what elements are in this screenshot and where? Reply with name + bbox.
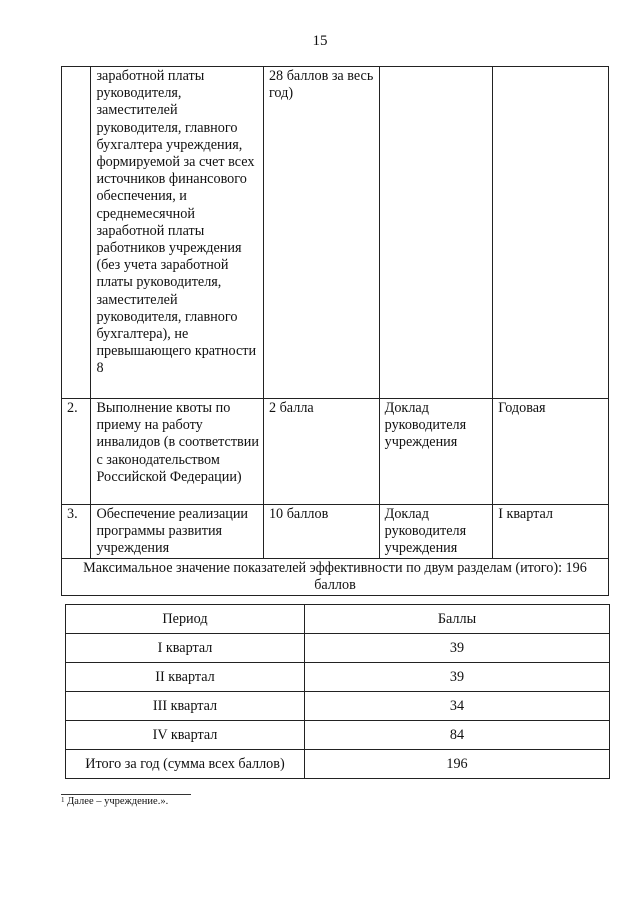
indicator-score: 10 баллов: [263, 505, 379, 559]
table-row: [62, 399, 609, 505]
table-row: [66, 663, 610, 692]
header-period: Период: [66, 605, 305, 634]
page-number: 15: [312, 33, 328, 49]
footnote: [61, 796, 168, 807]
row-number: 2.: [62, 399, 91, 505]
summary-header-row: [66, 605, 610, 634]
report-form: Доклад руководителя учреждения: [379, 505, 493, 559]
report-period: I квартал: [493, 505, 609, 559]
footnote-divider: [61, 794, 191, 795]
points-cell: 196: [305, 750, 610, 779]
table-row: [66, 634, 610, 663]
indicators-table: [61, 66, 609, 596]
report-form: [379, 67, 493, 399]
table-row: [66, 692, 610, 721]
report-form: Доклад руководителя учреждения: [379, 399, 493, 505]
period-cell: Итого за год (сумма всех баллов): [66, 750, 305, 779]
report-period: [493, 67, 609, 399]
points-cell: 34: [305, 692, 610, 721]
footnote-text: Далее – учреждение.».: [67, 796, 169, 807]
points-cell: 84: [305, 721, 610, 750]
table-row: [62, 67, 609, 399]
period-cell: III квартал: [66, 692, 305, 721]
indicator-name: Обеспечение реализации программы развития учреждения: [91, 505, 264, 559]
row-number: [62, 67, 91, 399]
report-period: Годовая: [493, 399, 609, 505]
points-cell: 39: [305, 634, 610, 663]
table-row: [66, 721, 610, 750]
period-cell: IV квартал: [66, 721, 305, 750]
indicator-score: 2 балла: [263, 399, 379, 505]
table-row: [62, 505, 609, 559]
footnote-marker: 1: [61, 796, 65, 804]
summary-table: [65, 604, 610, 779]
period-cell: I квартал: [66, 634, 305, 663]
row-number: 3.: [62, 505, 91, 559]
total-row: [62, 558, 609, 595]
header-points: Баллы: [305, 605, 610, 634]
indicator-name: заработной платы руководителя, заместителей руководителя, главного бухгалтера учреждения, формируемой за счет всех источников финансового обеспечения, и среднемесячной заработной платы работников учреждения (без учета заработной платы руководителя, заместителей руководителя, главного бухгалтера), не превышающего кратности 8: [91, 67, 264, 399]
table-row: [66, 750, 610, 779]
total-text: Максимальное значение показателей эффективности по двум разделам (итого): 196 баллов: [62, 558, 609, 595]
points-cell: 39: [305, 663, 610, 692]
indicator-score: 28 баллов за весь год): [263, 67, 379, 399]
period-cell: II квартал: [66, 663, 305, 692]
indicator-name: Выполнение квоты по приему на работу инвалидов (в соответствии с законодательством Российской Федерации): [91, 399, 264, 505]
